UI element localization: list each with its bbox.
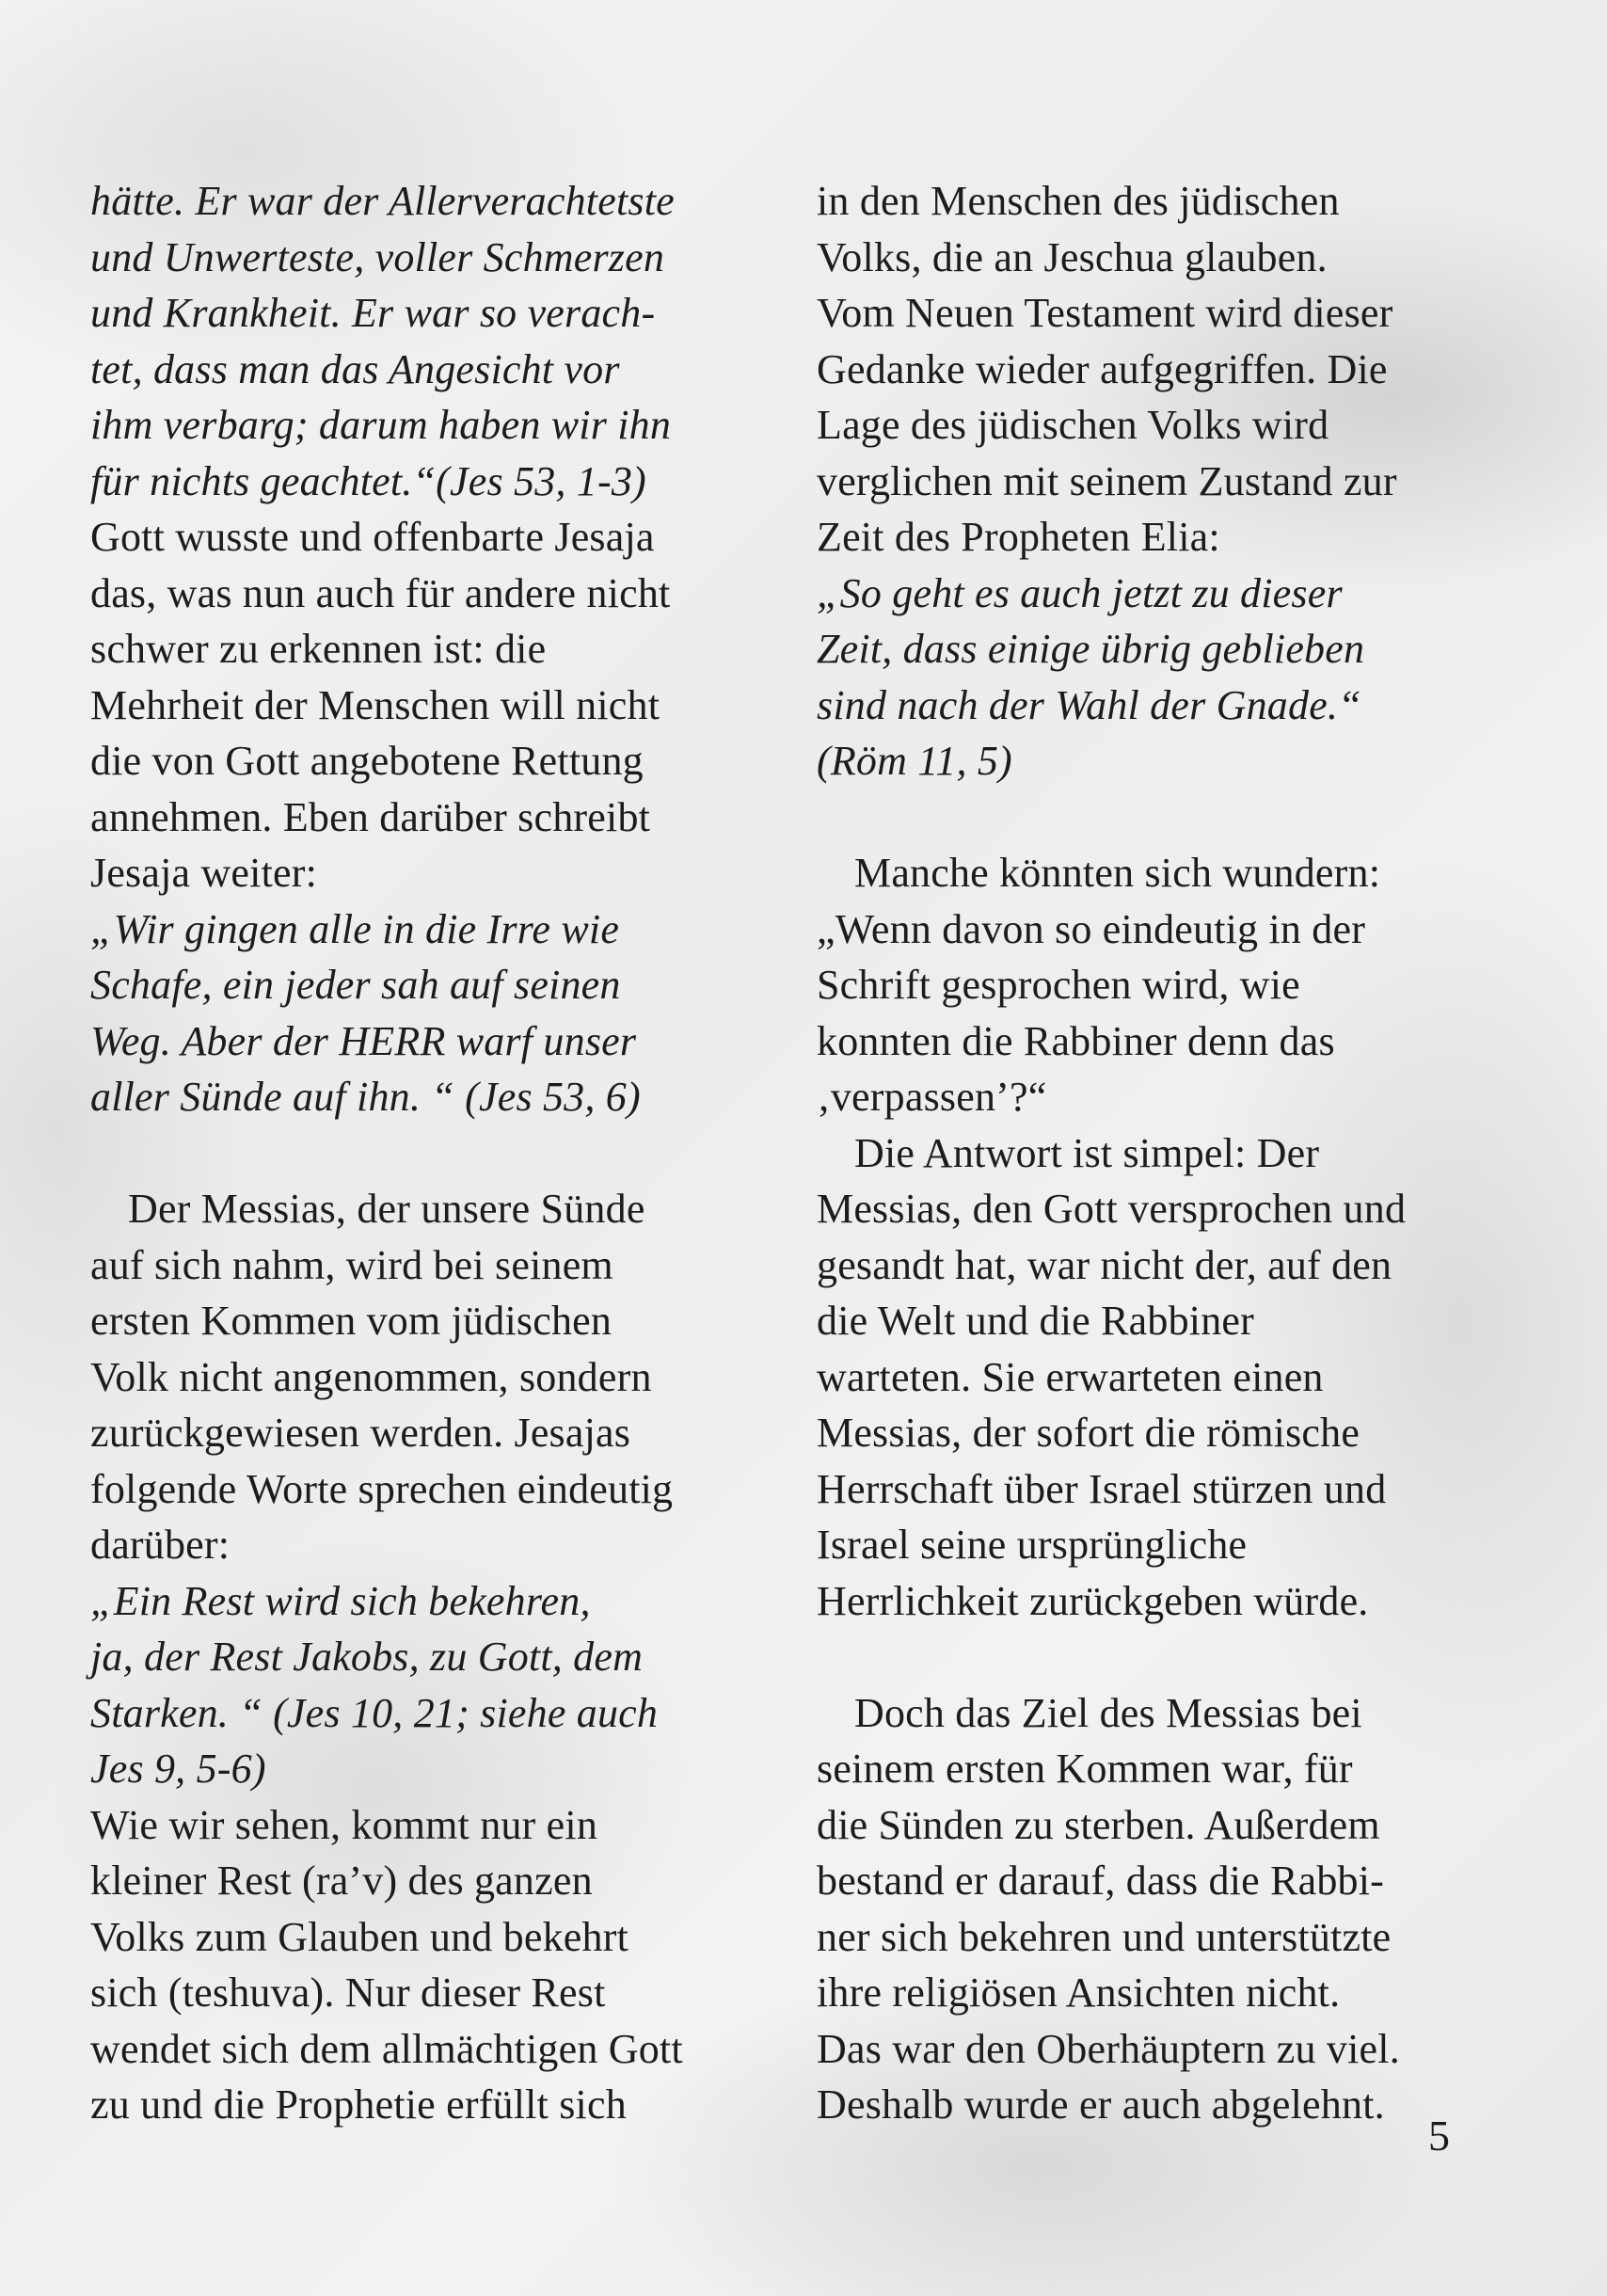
quote-line: „Ein Rest wird sich bekehren, [90, 1577, 591, 1624]
text-line: Israel seine ursprüngliche [817, 1522, 1248, 1568]
text-line: die von Gott angebotene Rettung [90, 738, 644, 784]
text-line: Herrschaft über Israel stürzen und [817, 1465, 1387, 1512]
text-line: in den Menschen des jüdischen [817, 178, 1340, 224]
text-line: zurückgewiesen werden. Jesajas [90, 1410, 631, 1456]
text-line: Vom Neuen Testament wird dieser [817, 290, 1393, 336]
quote-line: ja, der Rest Jakobs, zu Gott, dem [90, 1634, 644, 1680]
text-line: Volks zum Glauben und bekehrt [90, 1913, 628, 1960]
text-line: folgende Worte sprechen eindeutig [90, 1465, 674, 1512]
text-line: Die Antwort ist simpel: Der [854, 1129, 1320, 1176]
text-line: seinem ersten Kommen war, für [817, 1746, 1353, 1792]
text-line: gesandt hat, war nicht der, auf den [817, 1241, 1392, 1288]
text-line: Manche könnten sich wundern: [854, 850, 1381, 896]
text-line: bestand er darauf, dass die Rabbi- [817, 1858, 1385, 1904]
text-line: kleiner Rest (ra’v) des ganzen [90, 1858, 593, 1904]
text-line: konnten die Rabbiner denn das [817, 1017, 1335, 1064]
quote-line: sind nach der Wahl der Gnade.“ [817, 681, 1361, 728]
paragraph-gap [817, 1629, 1532, 1685]
quote-line: ihm verbarg; darum haben wir ihn [90, 402, 672, 448]
text-line: zu und die Prophetie erfüllt sich [90, 2081, 627, 2128]
text-line: Doch das Ziel des Messias bei [854, 1689, 1362, 1736]
quote-line: Zeit, dass einige übrig geblieben [817, 626, 1365, 672]
text-line: Der Messias, der unsere Sünde [128, 1186, 645, 1232]
right-text-column [817, 173, 1532, 2133]
left-text-column [90, 173, 805, 2133]
quote-line: Starken. “ (Jes 10, 21; siehe auch [90, 1689, 659, 1736]
quote-line: für nichts geachtet.“(Jes 53, 1-3) [90, 457, 646, 504]
quote-line: „So geht es auch jetzt zu dieser [817, 569, 1343, 616]
quote-line: „Wir gingen alle in die Irre wie [90, 905, 620, 952]
text-line: darüber: [90, 1522, 231, 1568]
text-line: ner sich bekehren und unterstützte [817, 1913, 1392, 1960]
text-line: Wie wir sehen, kommt nur ein [90, 1801, 598, 1848]
text-line: verglichen mit seinem Zustand zur [817, 457, 1397, 504]
text-line: das, was nun auch für andere nicht [90, 569, 671, 616]
quote-line: Jes 9, 5-6) [90, 1746, 266, 1792]
text-line: Volk nicht angenommen, sondern [90, 1353, 652, 1400]
quote-line: (Röm 11, 5) [817, 738, 1012, 784]
text-line: annehmen. Eben darüber schreibt [90, 793, 651, 840]
text-line: Gott wusste und offenbarte Jesaja [90, 514, 655, 560]
paragraph-gap [817, 789, 1532, 846]
text-line: ‚verpassen’?“ [817, 1074, 1047, 1120]
text-line: auf sich nahm, wird bei seinem [90, 1241, 613, 1288]
text-line: Messias, der sofort die römische [817, 1410, 1360, 1456]
text-line: Herrlichkeit zurückgeben würde. [817, 1577, 1369, 1624]
text-line: Deshalb wurde er auch abgelehnt. [817, 2081, 1385, 2128]
text-line: Volks, die an Jeschua glauben. [817, 233, 1328, 280]
quote-line: Weg. Aber der HERR warf unser [90, 1017, 637, 1064]
text-line: die Sünden zu sterben. Außerdem [817, 1801, 1380, 1848]
quote-line: aller Sünde auf ihn. “ (Jes 53, 6) [90, 1074, 641, 1120]
text-line: Messias, den Gott versprochen und [817, 1186, 1407, 1232]
paragraph-gap [90, 1125, 805, 1182]
text-line: „Wenn davon so eindeutig in der [817, 905, 1366, 952]
text-line: sich (teshuva). Nur dieser Rest [90, 1969, 606, 2016]
text-line: Das war den Oberhäuptern zu viel. [817, 2025, 1400, 2072]
text-line: Schrift gesprochen wird, wie [817, 962, 1300, 1008]
quote-line: tet, dass man das Angesicht vor [90, 345, 620, 392]
page-number: 5 [1428, 2112, 1450, 2160]
quote-line: und Unwerteste, voller Schmerzen [90, 233, 665, 280]
text-line: ihre religiösen Ansichten nicht. [817, 1969, 1341, 2016]
text-line: Jesaja weiter: [90, 850, 318, 896]
text-line: Mehrheit der Menschen will nicht [90, 681, 660, 728]
text-line: Gedanke wieder aufgegriffen. Die [817, 345, 1388, 392]
text-line: warteten. Sie erwarteten einen [817, 1353, 1324, 1400]
text-line: Lage des jüdischen Volks wird [817, 402, 1329, 448]
quote-line: Schafe, ein jeder sah auf seinen [90, 962, 621, 1008]
text-line: schwer zu erkennen ist: die [90, 626, 547, 672]
quote-line: hätte. Er war der Allerverachtetste [90, 178, 675, 224]
quote-line: und Krankheit. Er war so verach- [90, 290, 656, 336]
text-line: die Welt und die Rabbiner [817, 1298, 1254, 1344]
text-line: ersten Kommen vom jüdischen [90, 1298, 613, 1344]
text-line: Zeit des Propheten Elia: [817, 514, 1220, 560]
text-line: wendet sich dem allmächtigen Gott [90, 2025, 683, 2072]
